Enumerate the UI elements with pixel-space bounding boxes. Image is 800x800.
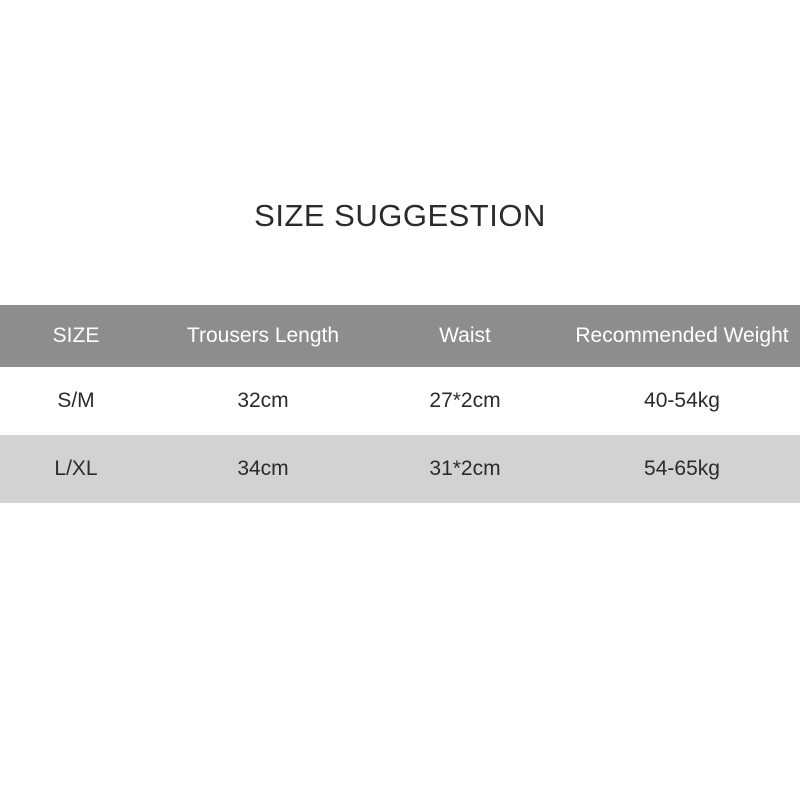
cell-waist: 31*2cm: [429, 457, 501, 480]
cell-trousers-length: 32cm: [237, 389, 289, 412]
table-row: [0, 435, 800, 503]
cell-size: S/M: [57, 389, 95, 412]
table-header-row: [0, 305, 800, 367]
cell-waist: 27*2cm: [429, 389, 501, 412]
table-row: [0, 367, 800, 435]
cell-recommended-weight: 40-54kg: [644, 389, 720, 412]
column-header-trousers-length: Trousers Length: [186, 324, 340, 347]
column-header-recommended-weight: Recommended Weight: [575, 324, 789, 347]
size-suggestion-table: [0, 305, 800, 503]
cell-recommended-weight: 54-65kg: [644, 457, 720, 480]
column-header-waist: Waist: [439, 324, 491, 347]
column-header-size: SIZE: [52, 324, 100, 347]
cell-trousers-length: 34cm: [237, 457, 289, 480]
cell-size: L/XL: [54, 457, 98, 480]
page-title: SIZE SUGGESTION: [254, 198, 546, 233]
